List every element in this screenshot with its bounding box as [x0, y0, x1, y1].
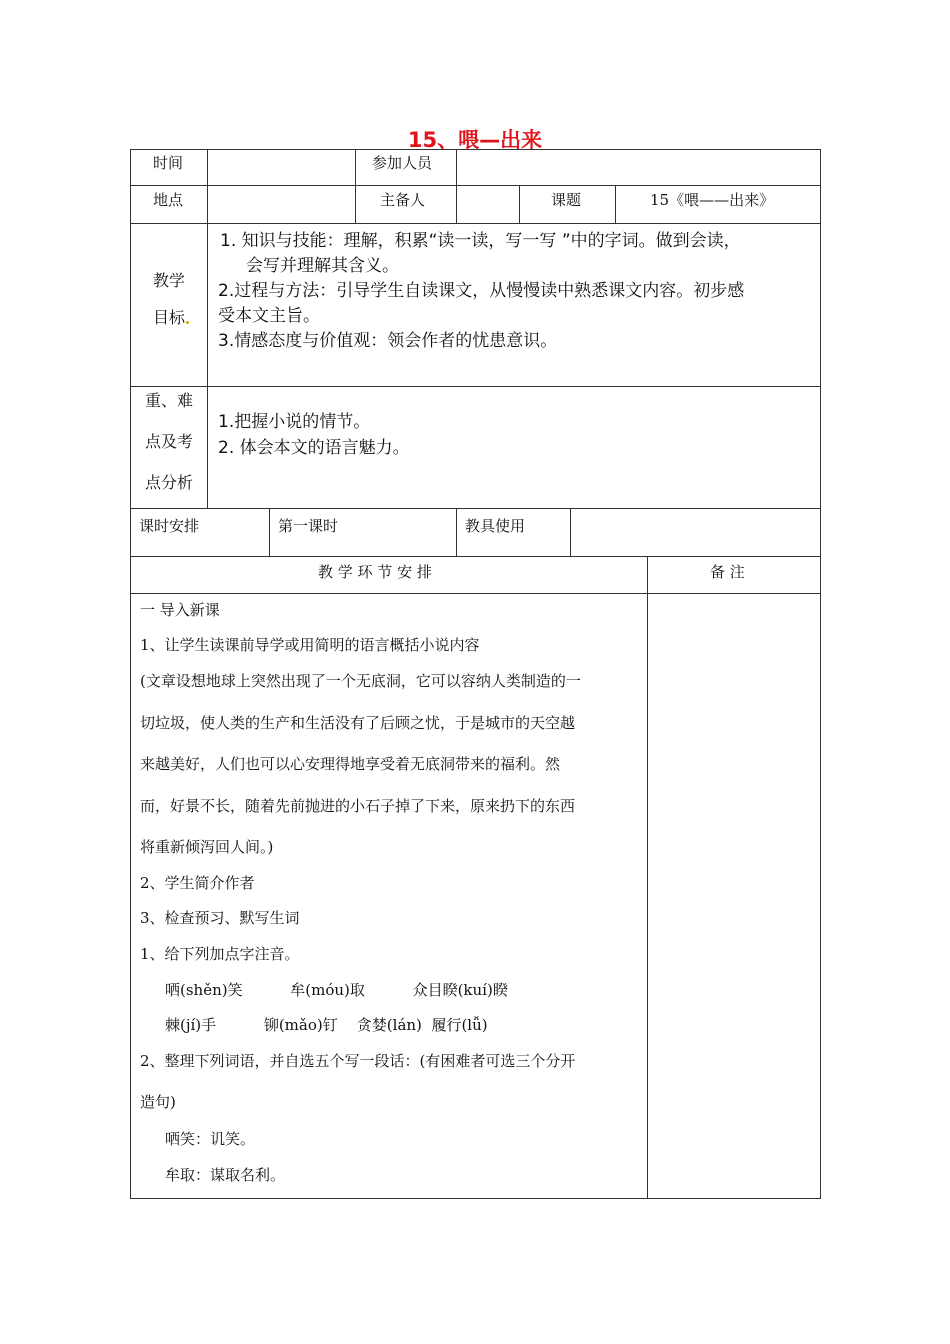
notes-header: 备 注	[710, 563, 745, 581]
page-title: 15、喂—出来	[407, 128, 543, 152]
hours-value: 第一课时	[278, 517, 339, 535]
goal-line: 2.过程与方法：引导学生自读课文，从慢慢读中熟悉课文内容。初步感	[218, 281, 745, 301]
body-line: 来越美好，人们也可以心安理得地享受着无底洞带来的福利。然	[140, 755, 561, 773]
section-header: 教 学 环 节 安 排	[318, 563, 432, 581]
participants-label: 参加人员	[372, 154, 433, 172]
body-line: 一 导入新课	[140, 601, 220, 619]
body-line: 2、整理下列词语，并自选五个写一段话：(有困难者可选三个分开	[140, 1052, 576, 1070]
body-line: 2、学生简介作者	[140, 874, 255, 892]
body-line: 哂笑：讥笑。	[165, 1130, 256, 1148]
body-line: 3、检查预习、默写生词	[140, 909, 300, 927]
preparer-label: 主备人	[380, 191, 426, 209]
body-line: 1、让学生读课前导学或用简明的语言概括小说内容	[140, 636, 480, 654]
time-label: 时间	[153, 154, 184, 172]
keypoints-label-line2: 点及考	[145, 432, 194, 451]
keypoint-line: 1.把握小说的情节。	[218, 412, 371, 432]
body-line: (文章设想地球上突然出现了一个无底洞，它可以容纳人类制造的一	[140, 672, 581, 690]
goals-label-line2: 目标	[153, 308, 186, 327]
body-line: 1、给下列加点字注音。	[140, 945, 300, 963]
goals-label-line1: 教学	[153, 271, 186, 290]
topic-label: 课题	[551, 191, 582, 209]
goal-line: 会写并理解其含义。	[246, 256, 399, 276]
hours-label: 课时安排	[139, 517, 200, 535]
body-line: 哂(shěn)笑 牟(móu)取 众目睽(kuí)睽	[165, 981, 508, 999]
body-line: 造句)	[140, 1093, 176, 1111]
body-line: 牟取：谋取名利。	[165, 1166, 286, 1184]
topic-value: 15《喂——出来》	[650, 191, 775, 209]
place-label: 地点	[153, 191, 184, 209]
body-line: 将重新倾泻回人间。)	[140, 838, 274, 856]
keypoints-label-line1: 重、难	[145, 391, 194, 410]
body-line: 而，好景不长，随着先前抛进的小石子掉了下来，原来扔下的东西	[140, 797, 576, 815]
goal-line: 受本文主旨。	[218, 306, 320, 326]
goal-line: 1. 知识与技能：理解，积累“读一读，写一写 ”中的字词。做到会读，	[220, 231, 741, 251]
goal-line: 3.情感态度与价值观：领会作者的忧患意识。	[218, 331, 558, 351]
mark-dot	[186, 321, 189, 324]
body-line: 切垃圾，使人类的生产和生活没有了后顾之忧，于是城市的天空越	[140, 714, 576, 732]
keypoint-line: 2. 体会本文的语言魅力。	[218, 438, 410, 458]
keypoints-label-line3: 点分析	[145, 473, 194, 492]
body-line: 棘(jí)手 铆(mǎo)钉 贪婪(lán) 履行(lǚ)	[165, 1016, 488, 1034]
tools-label: 教具使用	[465, 517, 526, 535]
